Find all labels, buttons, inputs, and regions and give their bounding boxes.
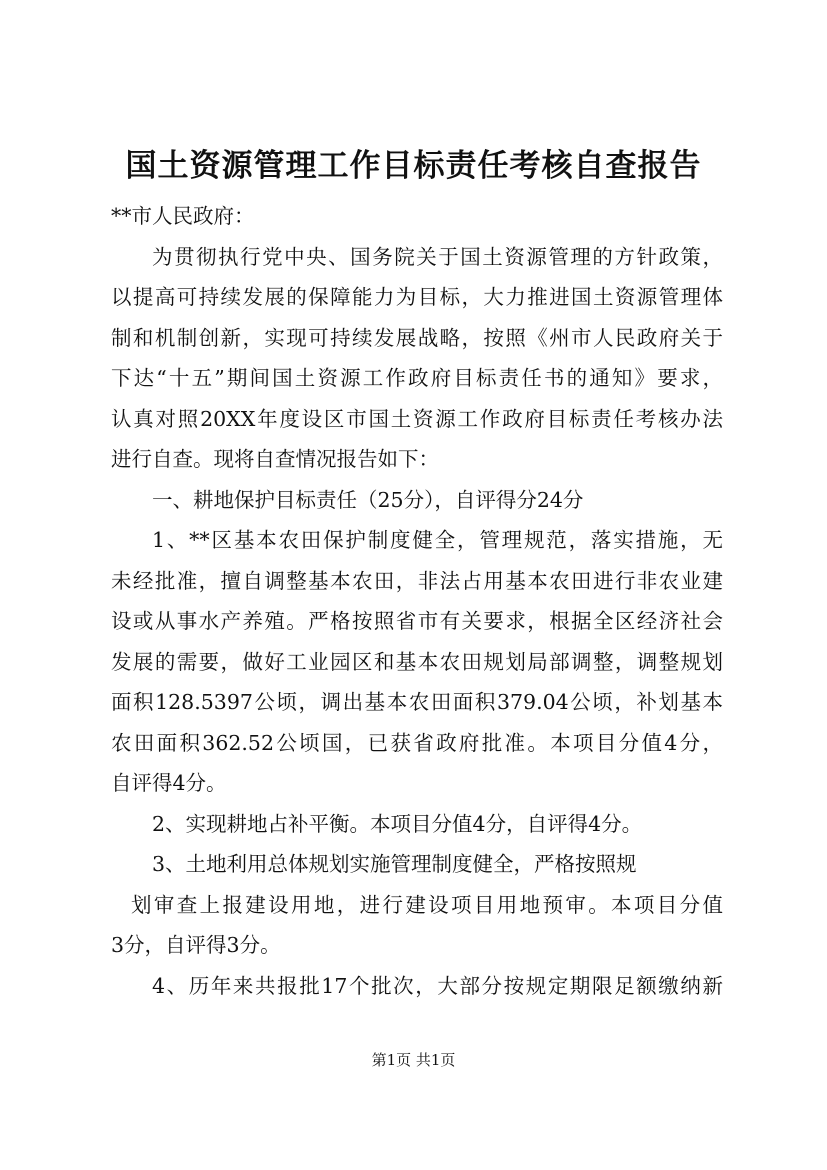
paragraph-line: 为贯彻执行党中央、国务院关于国土资源管理的方针政策， <box>152 244 723 269</box>
paragraph-line: 3、土地利用总体规划实施管理制度健全，严格按照规 <box>152 852 637 876</box>
paragraph-line: 制和机制创新，实现可持续发展战略，按照《州市人民政府关于 <box>111 325 723 350</box>
document-title: 国土资源管理工作目标责任考核自查报告 <box>125 148 702 184</box>
paragraph-line: 4、历年来共报批17个批次，大部分按规定期限足额缴纳新 <box>152 973 723 998</box>
paragraph-line: 自评得4分。 <box>111 771 227 795</box>
section-heading: 一、耕地保护目标责任（25分），自评得分24分 <box>152 487 584 512</box>
paragraph-line: 3分，自评得3分。 <box>111 933 281 957</box>
paragraph-line: 划审查上报建设用地，进行建设项目用地预审。本项目分值 <box>131 892 723 917</box>
paragraph-line: 下达“十五”期间国土资源工作政府目标责任书的通知》要求， <box>111 366 723 390</box>
document-body <box>111 196 723 1006</box>
paragraph-line: 以提高可持续发展的保障能力为目标，大力推进国土资源管理体 <box>111 285 723 309</box>
paragraph-line: 未经批准，擅自调整基本农田，非法占用基本农田进行非农业建 <box>111 568 723 593</box>
salutation-line: **市人民政府： <box>111 204 255 228</box>
paragraph-line: 设或从事水产养殖。严格按照省市有关要求，根据全区经济社会 <box>111 609 723 633</box>
paragraph-line: 农田面积362.52公顷国，已获省政府批准。本项目分值4分， <box>111 730 723 755</box>
paragraph-line: 面积128.5397公顷，调出基本农田面积379.04公顷，补划基本 <box>111 690 723 714</box>
page-footer: 第1页 共1页 <box>371 1051 456 1069</box>
paragraph-line: 认真对照20XX年度设区市国土资源工作政府目标责任考核办法 <box>111 406 723 431</box>
paragraph-line: 发展的需要，做好工业园区和基本农田规划局部调整，调整规划 <box>111 649 723 674</box>
paragraph-line: 2、实现耕地占补平衡。本项目分值4分，自评得4分。 <box>152 811 643 836</box>
paragraph-line: 进行自查。现将自查情况报告如下： <box>111 447 439 471</box>
paragraph-line: 1、**区基本农田保护制度健全，管理规范，落实措施，无 <box>152 528 723 552</box>
